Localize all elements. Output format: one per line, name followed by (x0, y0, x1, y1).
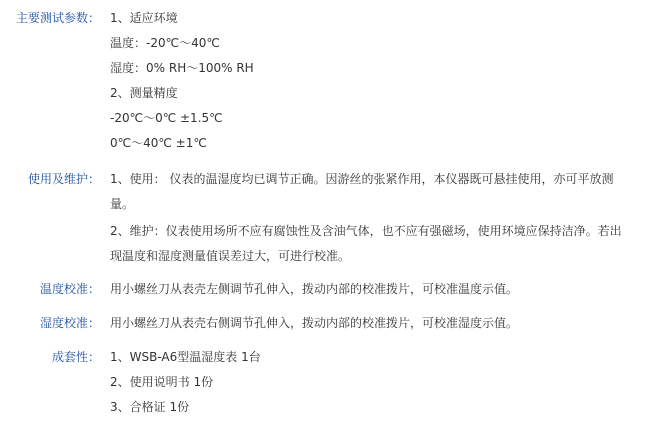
text-line: 用小螺丝刀从表壳左侧调节孔伸入，拨动内部的校准拨片，可校准温度示值。 (110, 282, 519, 296)
text-line: 温度：-20℃～40℃ (110, 36, 220, 50)
text-line: 2、测量精度 (110, 86, 178, 100)
text-line: -20℃～0℃ ±1.5℃ (110, 111, 223, 125)
section-label: 使用及维护： (27, 172, 100, 186)
section-content (110, 10, 630, 160)
section-content (110, 315, 630, 340)
text-line: 3、合格证 1份 (110, 400, 190, 414)
text-line: 1、WSB-A6型温湿度表 1台 (110, 350, 261, 364)
section-label: 湿度校准： (39, 316, 100, 330)
paragraph: 2、维护：仪表使用场所不应有腐蚀性及含油气体，也不应有强磁场，使用环境应保持洁净。若出现温度和湿度测量值误差过大，可进行校准。 (110, 224, 622, 263)
section-label: 主要测试参数： (15, 11, 100, 25)
text-line: 1、适应环境 (110, 11, 178, 25)
section-content (110, 171, 630, 269)
paragraph: 1、使用： 仪表的温湿度均已调节正确。因游丝的张紧作用，本仪器既可悬挂使用，亦可平放测量。 (110, 172, 614, 211)
section-label: 温度校准： (39, 282, 100, 296)
text-line: 用小螺丝刀从表壳右侧调节孔伸入，拨动内部的校准拨片，可校准湿度示值。 (110, 316, 519, 330)
section-content (110, 349, 630, 424)
text-line: 0℃～40℃ ±1℃ (110, 136, 207, 150)
text-line: 湿度：0% RH～100% RH (110, 61, 254, 75)
section-label: 成套性： (51, 350, 100, 364)
section-content (110, 281, 630, 306)
text-line: 2、使用说明书 1份 (110, 375, 214, 389)
